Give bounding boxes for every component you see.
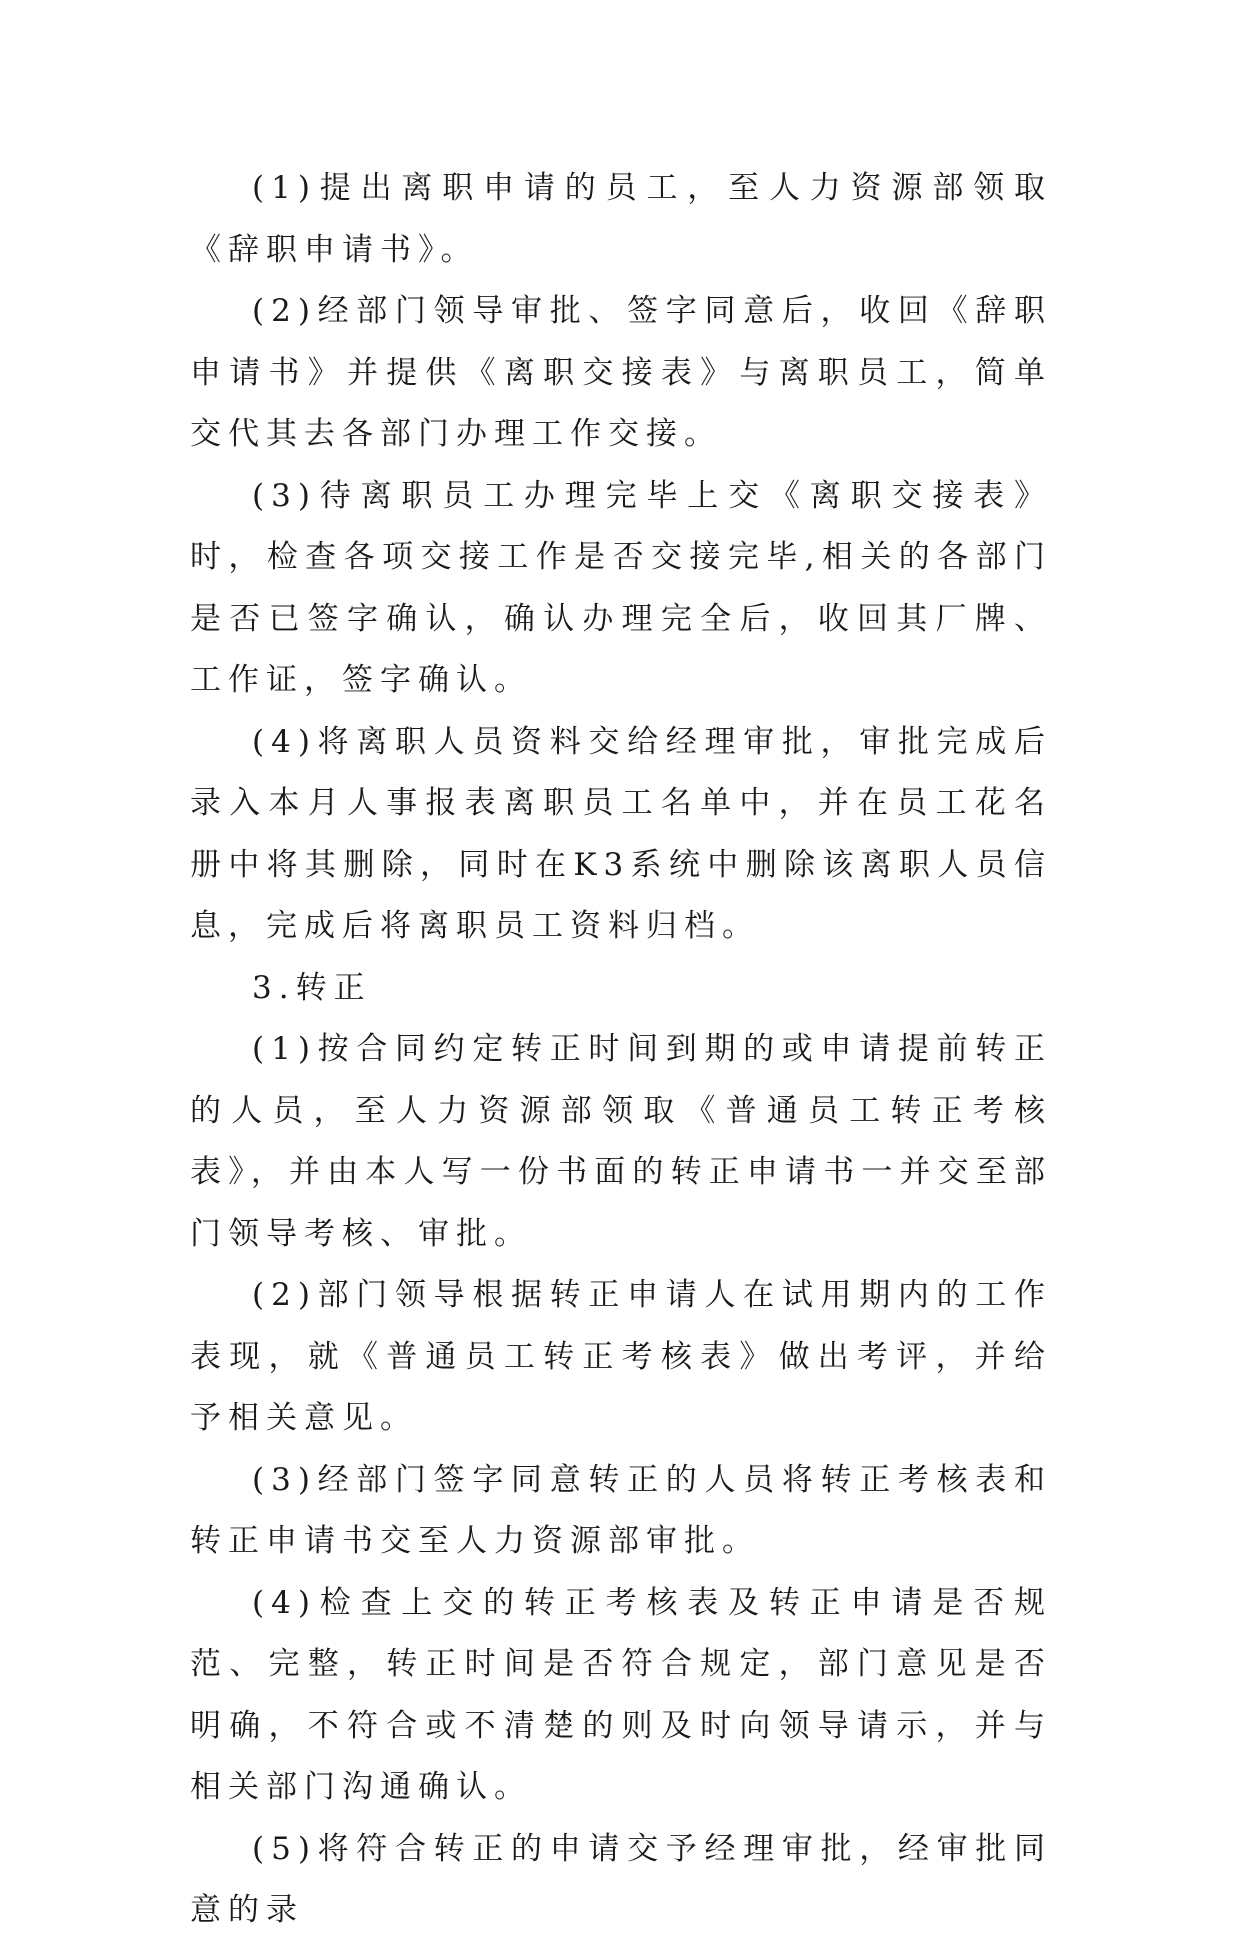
section-heading-regularization: 3.转正 <box>252 969 372 1006</box>
paragraph-regularization-step-1: (1)按合同约定转正时间到期的或申请提前转正的人员，至人力资源部领取《普通员工转正考核表》，并由本人写一份书面的转正申请书一并交至部门领导考核、审批。 <box>190 1031 1052 1252</box>
paragraph-resignation-step-2: (2)经部门领导审批、签字同意后，收回《辞职申请书》并提供《离职交接表》与离职员工，简单交代其去各部门办理工作交接。 <box>190 293 1052 452</box>
paragraph-regularization-step-2: (2)部门领导根据转正申请人在试用期内的工作表现，就《普通员工转正考核表》做出考评，并给予相关意见。 <box>190 1277 1052 1436</box>
document-body <box>190 158 1052 1942</box>
paragraph-regularization-step-5: (5)将符合转正的申请交予经理审批，经审批同意的录 <box>190 1830 1052 1928</box>
paragraph-resignation-step-4: (4)将离职人员资料交给经理审批，审批完成后录入本月人事报表离职员工名单中，并在员工花名册中将其删除，同时在K3系统中删除该离职人员信息，完成后将离职员工资料归档。 <box>190 723 1052 944</box>
paragraph-regularization-step-3: (3)经部门签字同意转正的人员将转正考核表和转正申请书交至人力资源部审批。 <box>190 1461 1052 1559</box>
paragraph-resignation-step-1: (1)提出离职申请的员工，至人力资源部领取《辞职申请书》。 <box>190 170 1052 268</box>
paragraph-regularization-step-4: (4)检查上交的转正考核表及转正申请是否规范、完整，转正时间是否符合规定，部门意见是否明确，不符合或不清楚的则及时向领导请示，并与相关部门沟通确认。 <box>190 1584 1052 1805</box>
paragraph-resignation-step-3: (3)待离职员工办理完毕上交《离职交接表》时，检查各项交接工作是否交接完毕,相关的各部门是否已签字确认，确认办理完全后，收回其厂牌、工作证，签字确认。 <box>190 477 1052 698</box>
